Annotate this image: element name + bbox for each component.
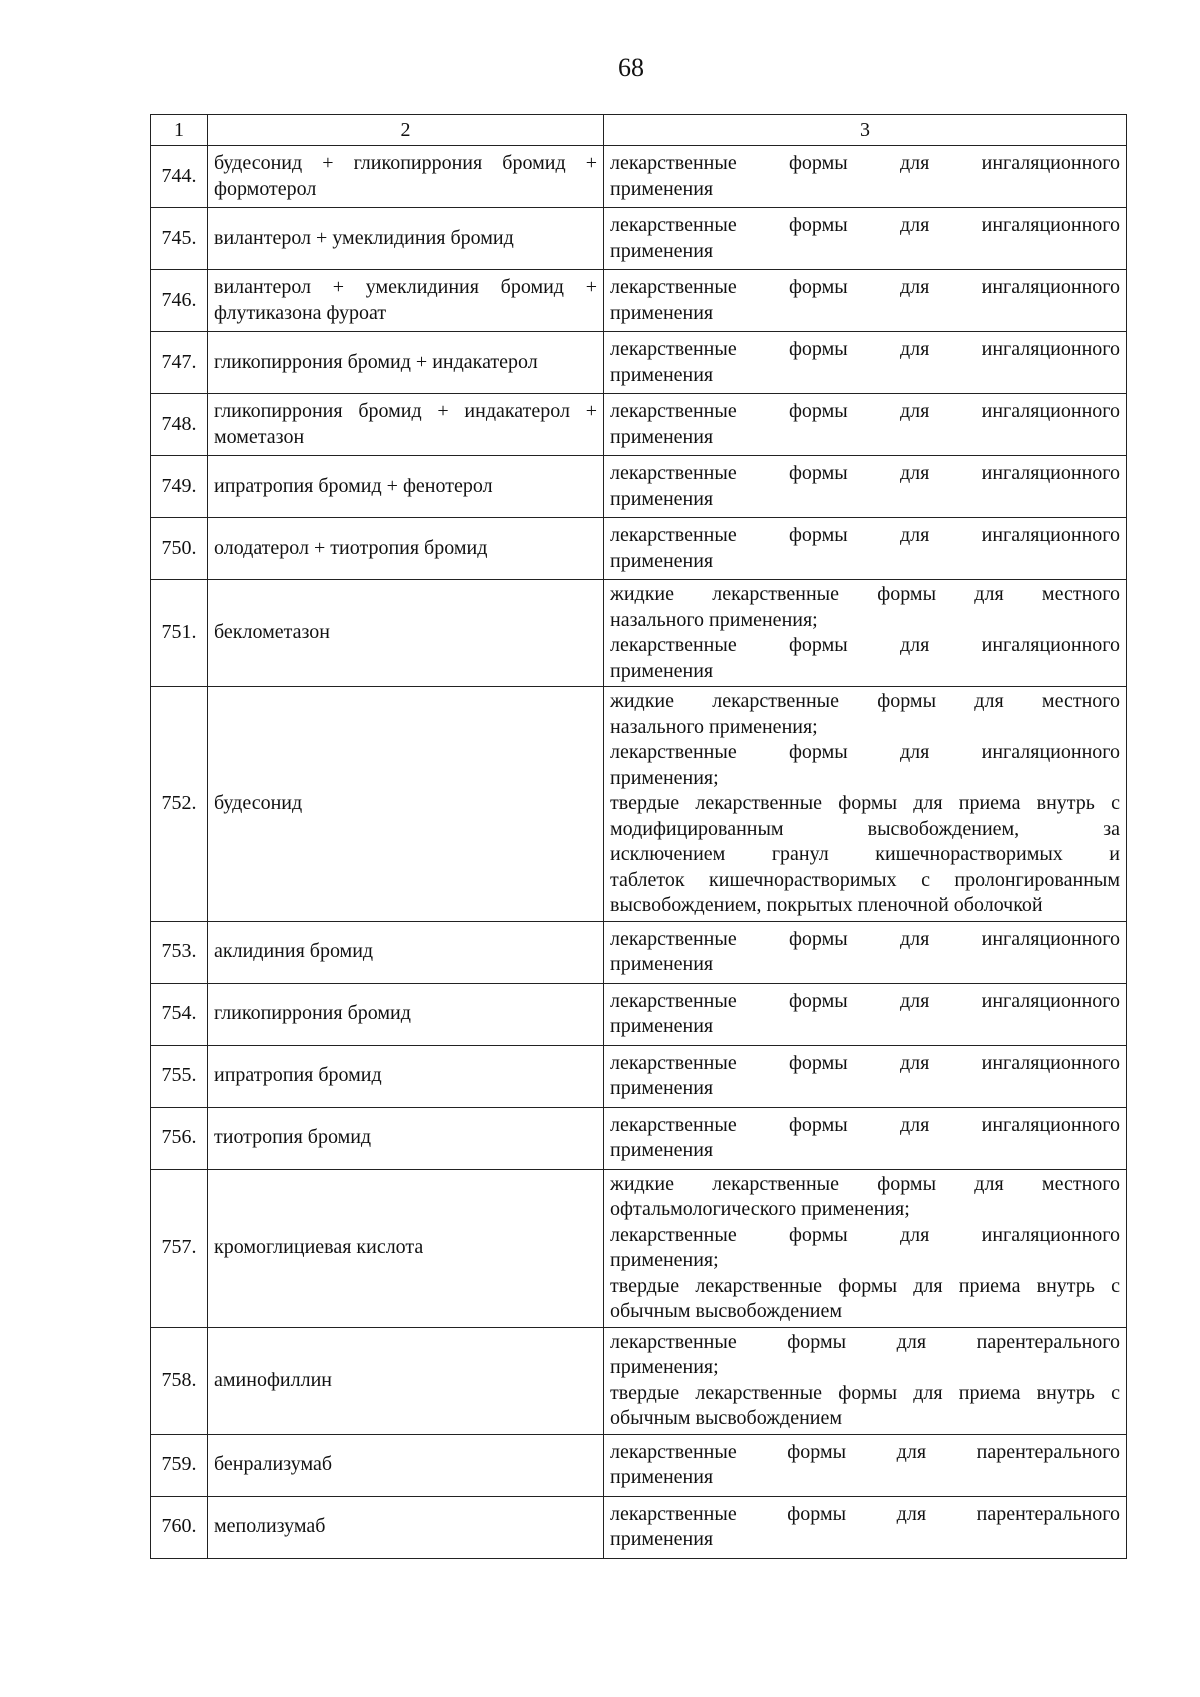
drug-name: бенрализумаб	[208, 1434, 604, 1496]
dosage-form-line: лекарственные формы для ингаляционного	[610, 1051, 1120, 1074]
row-number: 747.	[151, 332, 208, 394]
table-row	[151, 1496, 1127, 1558]
table-row	[151, 270, 1127, 332]
dosage-form-line: назального применения;	[610, 715, 818, 738]
dosage-form-line: применения	[610, 301, 714, 324]
table-row	[151, 983, 1127, 1045]
row-number: 760.	[151, 1496, 208, 1558]
dosage-forms	[604, 1107, 1127, 1169]
row-number: 751.	[151, 580, 208, 687]
dosage-form-line: применения	[610, 659, 714, 682]
drug-name: олодатерол + тиотропия бромид	[208, 518, 604, 580]
dosage-form-line: лекарственные формы для ингаляционного	[610, 276, 1120, 298]
dosage-forms	[604, 687, 1127, 922]
column-header-3: 3	[604, 115, 1127, 146]
dosage-form-line: жидкие лекарственные формы для местного	[610, 690, 1120, 712]
drug-name: беклометазон	[208, 580, 604, 687]
drug-name: будесонид + гликопиррония бромид + формотерол	[208, 146, 604, 208]
dosage-forms	[604, 146, 1127, 208]
dosage-form-line: таблеток кишечнорастворимых с пролонгированным	[610, 868, 1120, 891]
dosage-form-line: твердые лекарственные формы для приема внутрь с	[610, 792, 1120, 814]
table-row	[151, 394, 1127, 456]
row-number: 754.	[151, 983, 208, 1045]
drug-name: аклидиния бромид	[208, 921, 604, 983]
row-number: 757.	[151, 1169, 208, 1327]
drug-name: вилантерол + умеклидиния бромид + флутиказона фуроат	[208, 270, 604, 332]
dosage-form-line: применения	[610, 1466, 714, 1488]
dosage-form-line: модифицированным высвобождением, за	[610, 817, 1120, 840]
drug-name: тиотропия бромид	[208, 1107, 604, 1169]
drug-name: гликопиррония бромид	[208, 983, 604, 1045]
dosage-forms	[604, 580, 1127, 687]
drug-name: кромоглициевая кислота	[208, 1169, 604, 1327]
table-row	[151, 580, 1127, 687]
drug-name: ипратропия бромид + фенотерол	[208, 456, 604, 518]
dosage-forms	[604, 1434, 1127, 1496]
dosage-form-line: лекарственные формы для ингаляционного	[610, 152, 1120, 174]
column-header-2: 2	[208, 115, 604, 146]
table-row	[151, 921, 1127, 983]
dosage-form-line: лекарственные формы для парентерального	[610, 1330, 1120, 1353]
row-number: 746.	[151, 270, 208, 332]
dosage-form-line: лекарственные формы для ингаляционного	[610, 214, 1120, 236]
dosage-form-line: лекарственные формы для ингаляционного	[610, 338, 1120, 360]
table-row	[151, 1045, 1127, 1107]
dosage-form-line: лекарственные формы для ингаляционного	[610, 927, 1120, 950]
dosage-form-line: жидкие лекарственные формы для местного	[610, 583, 1120, 605]
dosage-form-line: применения	[610, 425, 714, 448]
row-number: 759.	[151, 1434, 208, 1496]
dosage-forms	[604, 270, 1127, 332]
row-number: 753.	[151, 921, 208, 983]
dosage-forms	[604, 921, 1127, 983]
dosage-form-line: применения	[610, 1139, 714, 1161]
drug-name: ипратропия бромид	[208, 1045, 604, 1107]
row-number: 745.	[151, 208, 208, 270]
table-row	[151, 1434, 1127, 1496]
dosage-form-line: твердые лекарственные формы для приема внутрь с	[610, 1381, 1120, 1404]
row-number: 750.	[151, 518, 208, 580]
row-number: 749.	[151, 456, 208, 518]
dosage-forms	[604, 394, 1127, 456]
dosage-form-line: применения;	[610, 766, 719, 789]
table-row	[151, 208, 1127, 270]
table-header-row	[151, 115, 1127, 146]
dosage-form-line: применения	[610, 487, 714, 510]
row-number: 748.	[151, 394, 208, 456]
table-row	[151, 456, 1127, 518]
dosage-form-line: применения	[610, 1528, 714, 1550]
row-number: 744.	[151, 146, 208, 208]
page-number: 68	[618, 53, 644, 82]
drug-name: аминофиллин	[208, 1327, 604, 1434]
dosage-form-line: жидкие лекарственные формы для местного	[610, 1172, 1120, 1195]
dosage-form-line: применения	[610, 953, 714, 975]
table-row	[151, 332, 1127, 394]
dosage-form-line: офтальмологического применения;	[610, 1198, 910, 1220]
dosage-forms	[604, 208, 1127, 270]
row-number: 756.	[151, 1107, 208, 1169]
dosage-form-line: лекарственные формы для ингаляционного	[610, 1223, 1120, 1246]
dosage-form-line: применения	[610, 239, 714, 262]
dosage-form-line: лекарственные формы для ингаляционного	[610, 400, 1120, 422]
dosage-form-line: высвобождением, покрытых пленочной оболочкой	[610, 894, 1043, 916]
drug-name: гликопиррония бромид + индакатерол + мометазон	[208, 394, 604, 456]
dosage-forms	[604, 1327, 1127, 1434]
table-row	[151, 1107, 1127, 1169]
drug-table	[150, 114, 1127, 1559]
dosage-form-line: применения;	[610, 1356, 719, 1378]
dosage-form-line: лекарственные формы для ингаляционного	[610, 741, 1120, 763]
dosage-form-line: обычным высвобождением	[610, 1300, 843, 1322]
dosage-form-line: лекарственные формы для парентерального	[610, 1440, 1120, 1463]
dosage-form-line: твердые лекарственные формы для приема внутрь с	[610, 1274, 1120, 1297]
drug-name: гликопиррония бромид + индакатерол	[208, 332, 604, 394]
dosage-form-line: лекарственные формы для парентерального	[610, 1502, 1120, 1525]
table-row	[151, 146, 1127, 208]
drug-name: меполизумаб	[208, 1496, 604, 1558]
table-row	[151, 1327, 1127, 1434]
dosage-forms	[604, 456, 1127, 518]
dosage-form-line: лекарственные формы для ингаляционного	[610, 524, 1120, 546]
dosage-form-line: применения	[610, 177, 714, 200]
dosage-form-line: применения;	[610, 1249, 719, 1271]
dosage-form-line: исключением гранул кишечнорастворимых и	[610, 843, 1120, 865]
dosage-forms	[604, 332, 1127, 394]
dosage-forms	[604, 518, 1127, 580]
row-number: 755.	[151, 1045, 208, 1107]
dosage-form-line: применения	[610, 1077, 714, 1099]
table-row	[151, 1169, 1127, 1327]
dosage-form-line: применения	[610, 1015, 714, 1037]
dosage-form-line: применения	[610, 549, 714, 572]
table-row	[151, 687, 1127, 922]
dosage-form-line: лекарственные формы для ингаляционного	[610, 1113, 1120, 1136]
dosage-form-line: лекарственные формы для ингаляционного	[610, 634, 1120, 656]
row-number: 758.	[151, 1327, 208, 1434]
dosage-form-line: лекарственные формы для ингаляционного	[610, 462, 1120, 484]
dosage-form-line: лекарственные формы для ингаляционного	[610, 989, 1120, 1012]
dosage-forms	[604, 1169, 1127, 1327]
dosage-form-line: обычным высвобождением	[610, 1407, 843, 1429]
dosage-forms	[604, 983, 1127, 1045]
row-number: 752.	[151, 687, 208, 922]
dosage-forms	[604, 1496, 1127, 1558]
dosage-forms	[604, 1045, 1127, 1107]
drug-name: вилантерол + умеклидиния бромид	[208, 208, 604, 270]
dosage-form-line: применения	[610, 363, 714, 386]
column-header-1: 1	[151, 115, 208, 146]
table-row	[151, 518, 1127, 580]
drug-name: будесонид	[208, 687, 604, 922]
dosage-form-line: назального применения;	[610, 608, 818, 631]
